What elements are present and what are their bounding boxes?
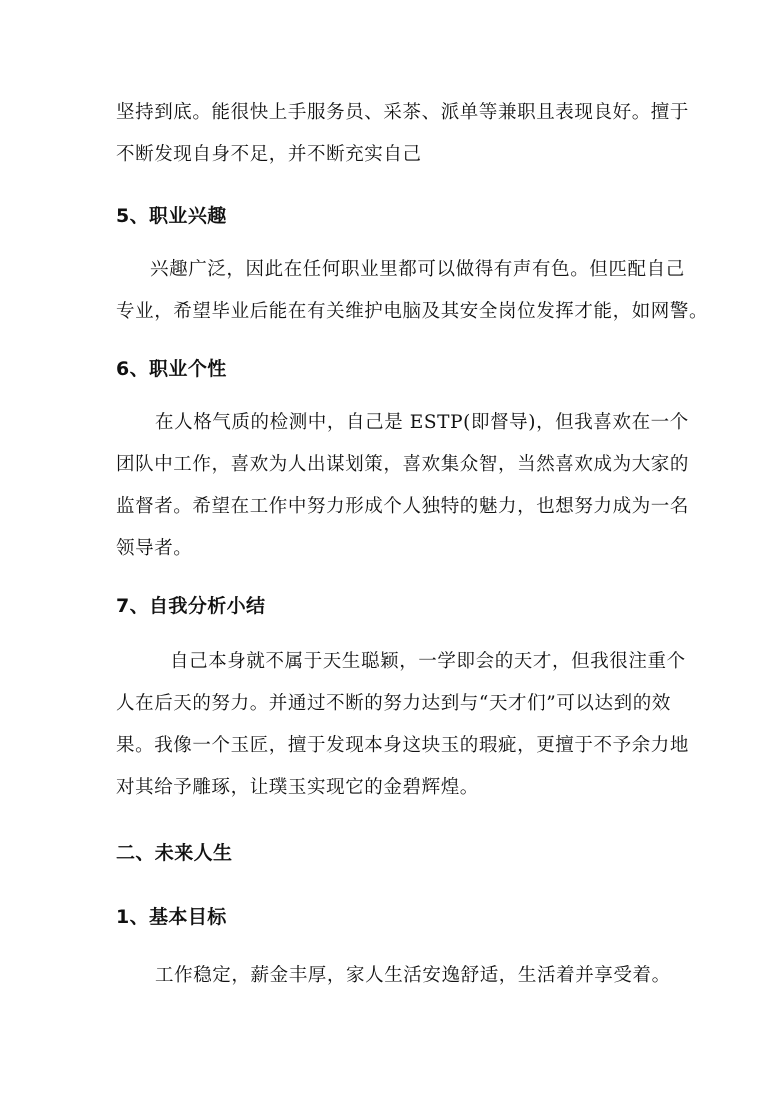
paragraph-line: 坚持到底。能很快上手服务员、采茶、派单等兼职且表现良好。擅于 bbox=[116, 102, 690, 123]
paragraph-line: 不断发现自身不足，并不断充实自己 bbox=[116, 144, 422, 165]
section-heading-self-analysis-summary: 7、自我分析小结 bbox=[116, 595, 266, 617]
section-heading-career-interest: 5、职业兴趣 bbox=[116, 205, 227, 227]
section-heading-basic-goal: 1、基本目标 bbox=[116, 906, 227, 928]
chapter-heading-future-life: 二、未来人生 bbox=[116, 842, 233, 864]
paragraph-line: 领导者。 bbox=[116, 538, 193, 559]
paragraph-line: 监督者。希望在工作中努力形成个人独特的魅力，也想努力成为一名 bbox=[116, 496, 690, 517]
paragraph-line: 果。我像一个玉匠，擅于发现本身这块玉的瑕疵，更擅于不予余力地 bbox=[116, 735, 690, 756]
paragraph-line: 自己本身就不属于天生聪颖，一学即会的天才，但我很注重个 bbox=[170, 651, 686, 672]
paragraph-line: 团队中工作，喜欢为人出谋划策，喜欢集众智，当然喜欢成为大家的 bbox=[116, 454, 690, 475]
paragraph-line: 工作稳定，薪金丰厚，家人生活安逸舒适，生活着并享受着。 bbox=[155, 965, 671, 986]
paragraph-line: 对其给予雕琢，让璞玉实现它的金碧辉煌。 bbox=[116, 777, 479, 798]
paragraph-line: 兴趣广泛，因此在任何职业里都可以做得有声有色。但匹配自己 bbox=[150, 259, 685, 280]
paragraph-line: 人在后天的努力。并通过不断的努力达到与“天才们”可以达到的效 bbox=[116, 693, 671, 714]
section-heading-career-personality: 6、职业个性 bbox=[116, 358, 227, 380]
paragraph-line: 专业，希望毕业后能在有关维护电脑及其安全岗位发挥才能，如网警。 bbox=[116, 301, 709, 322]
paragraph-line: 在人格气质的检测中，自己是 ESTP(即督导)，但我喜欢在一个 bbox=[155, 412, 689, 433]
